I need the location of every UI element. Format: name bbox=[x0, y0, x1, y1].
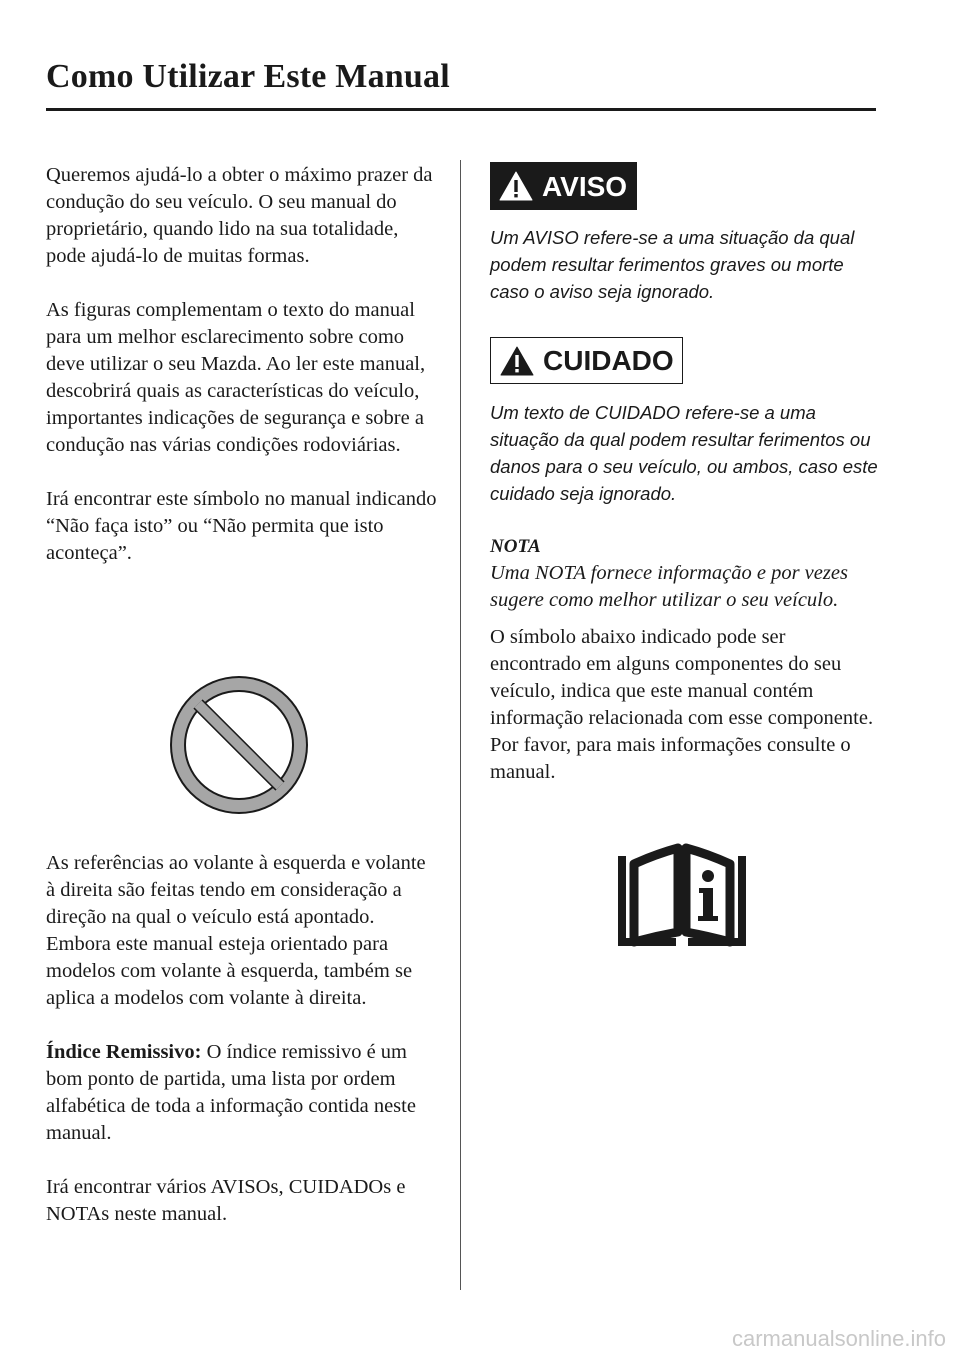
index-label: Índice Remissivo: bbox=[46, 1041, 202, 1063]
figures-paragraph: As figuras complementam o texto do manual para um melhor esclarecimento sobre como deve utilizar o seu Mazda. Ao ler este manual, descobrirá quais as características do veículo, importantes indicações de segurança e sobre a condução nas várias condições rodoviárias. bbox=[46, 299, 426, 456]
nota-heading: NOTA bbox=[490, 535, 541, 557]
symbol-info-paragraph: O símbolo abaixo indicado pode ser encontrado em alguns componentes do seu veículo, indica que este manual contém informação relacionada com esse componente. bbox=[490, 625, 874, 729]
left-column bbox=[46, 162, 438, 567]
title-rule bbox=[46, 108, 876, 111]
aviso-label: AVISO bbox=[542, 170, 628, 202]
index-text: O índice remissivo é um bom ponto de partida, uma lista por ordem alfabética de toda a informação contida neste manual. bbox=[46, 1041, 416, 1144]
intro-paragraph: Queremos ajudá-lo a obter o máximo prazer da condução do seu veículo. O seu manual do proprietário, quando lido na sua totalidade, pode ajudá-lo de muitas formas. bbox=[46, 164, 433, 267]
left-column-lower bbox=[46, 850, 438, 1228]
cuidado-text: Um texto de CUIDADO refere-se a uma situação da qual podem resultar ferimentos ou danos para o seu veículo, ou ambos, caso este cuidado seja ignorado. bbox=[490, 401, 878, 504]
nota-text: Uma NOTA fornece informação e por vezes sugere como melhor utilizar o seu veículo. bbox=[490, 561, 848, 611]
column-divider bbox=[460, 160, 461, 1290]
cuidado-badge bbox=[490, 337, 683, 384]
right-column bbox=[490, 162, 880, 786]
warnings-paragraph: Irá encontrar vários AVISOs, CUIDADOs e NOTAs neste manual. bbox=[46, 1176, 406, 1225]
warning-triangle-icon bbox=[498, 170, 534, 202]
manual-info-icon bbox=[612, 842, 752, 957]
symbol-paragraph: Irá encontrar este símbolo no manual indicando “Não faça isto” ou “Não permita que isto aconteça”. bbox=[46, 488, 437, 564]
index-paragraph bbox=[46, 1039, 438, 1147]
aviso-text: Um AVISO refere-se a uma situação da qual podem resultar ferimentos graves ou morte caso o aviso seja ignorado. bbox=[490, 227, 855, 302]
page-title: Como Utilizar Este Manual bbox=[46, 58, 450, 95]
aviso-badge bbox=[490, 162, 637, 210]
prohibition-icon bbox=[166, 672, 312, 823]
cuidado-label: CUIDADO bbox=[543, 345, 674, 376]
watermark: carmanualsonline.info bbox=[731, 1326, 946, 1351]
consult-manual-paragraph: Por favor, para mais informações consulte o manual. bbox=[490, 733, 851, 783]
steering-paragraph: As referências ao volante à esquerda e volante à direita são feitas tendo em consideração a direção na qual o veículo está apontado. Embora este manual esteja orientado para modelos com volante à esquerda, também se aplica a modelos com volante à direita. bbox=[46, 852, 426, 1009]
warning-triangle-icon bbox=[499, 345, 535, 377]
